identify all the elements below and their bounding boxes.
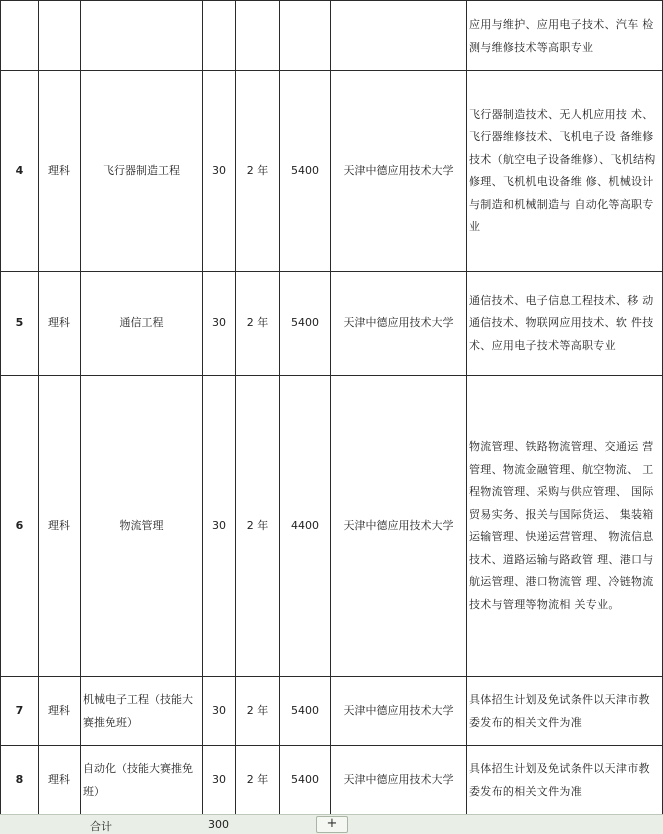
cell-no[interactable]: 8 <box>1 746 39 815</box>
cell-fee[interactable]: 5400 <box>280 746 331 815</box>
cell-years[interactable]: 2 年 <box>236 272 280 376</box>
table-row <box>1 272 663 376</box>
cell-major[interactable] <box>81 677 203 746</box>
cell-detail[interactable] <box>467 272 663 376</box>
cell-plan[interactable]: 30 <box>203 71 236 272</box>
cell-fee[interactable]: 4400 <box>280 376 331 677</box>
cell-major[interactable]: 飞行器制造工程 <box>81 71 203 272</box>
cell-fee[interactable] <box>280 1 331 71</box>
cell-fee[interactable]: 5400 <box>280 272 331 376</box>
cell-school[interactable]: 天津中德应用技术大学 <box>331 677 467 746</box>
cell-major[interactable] <box>81 746 203 815</box>
cell-school[interactable]: 天津中德应用技术大学 <box>331 272 467 376</box>
detail-text: 具体招生计划及免试条件以天津市教委发布的相关文件为准 <box>469 762 650 798</box>
cell-fee[interactable]: 5400 <box>280 71 331 272</box>
cell-school[interactable]: 天津中德应用技术大学 <box>331 746 467 815</box>
cell-years[interactable]: 2 年 <box>236 376 280 677</box>
cell-detail[interactable] <box>467 677 663 746</box>
add-sheet-button[interactable] <box>316 816 348 833</box>
cell-category[interactable] <box>39 1 81 71</box>
cell-plan[interactable]: 30 <box>203 376 236 677</box>
cell-no[interactable]: 4 <box>1 71 39 272</box>
detail-text: 应用与维护、应用电子技术、汽车 检测与维修技术等高职专业 <box>469 17 654 54</box>
cell-plan[interactable]: 30 <box>203 272 236 376</box>
cell-category[interactable]: 理科 <box>39 376 81 677</box>
cell-years[interactable]: 2 年 <box>236 746 280 815</box>
plus-icon: + <box>326 816 338 831</box>
cell-no[interactable] <box>1 1 39 71</box>
cell-category[interactable]: 理科 <box>39 71 81 272</box>
cell-category[interactable]: 理科 <box>39 272 81 376</box>
cell-school[interactable]: 天津中德应用技术大学 <box>331 376 467 677</box>
major-text: 自动化（技能大赛推免班） <box>83 762 193 798</box>
table-row <box>1 71 663 272</box>
table-row <box>1 677 663 746</box>
cell-detail[interactable] <box>467 71 663 272</box>
cell-years[interactable]: 2 年 <box>236 71 280 272</box>
cell-no[interactable]: 7 <box>1 677 39 746</box>
detail-text: 通信技术、电子信息工程技术、移 动通信技术、物联网应用技术、软 件技术、应用电子技术等高职专业 <box>469 293 654 352</box>
cell-category[interactable]: 理科 <box>39 677 81 746</box>
cell-major[interactable]: 物流管理 <box>81 376 203 677</box>
cell-category[interactable]: 理科 <box>39 746 81 815</box>
cell-school[interactable]: 天津中德应用技术大学 <box>331 71 467 272</box>
cell-major[interactable] <box>81 1 203 71</box>
total-value: 300 <box>208 818 229 831</box>
total-label: 合计 <box>90 820 112 833</box>
cell-major[interactable]: 通信工程 <box>81 272 203 376</box>
cell-no[interactable]: 6 <box>1 376 39 677</box>
major-text: 机械电子工程（技能大赛推免班） <box>83 693 193 729</box>
cell-detail[interactable] <box>467 746 663 815</box>
cell-years[interactable] <box>236 1 280 71</box>
cell-years[interactable]: 2 年 <box>236 677 280 746</box>
table-row <box>1 376 663 677</box>
detail-text: 飞行器制造技术、无人机应用技 术、飞行器维修技术、飞机电子设 备维修技术（航空电子设备维修）、飞机结构修理、飞机机电设备维 修、机械设计与制造和机械制造与 自动化等高职专业 <box>469 107 656 233</box>
cell-detail[interactable] <box>467 376 663 677</box>
cell-school[interactable] <box>331 1 467 71</box>
cell-plan[interactable] <box>203 1 236 71</box>
table-row <box>1 746 663 815</box>
cell-plan[interactable]: 30 <box>203 746 236 815</box>
cell-no[interactable]: 5 <box>1 272 39 376</box>
detail-text: 物流管理、铁路物流管理、交通运 营管理、物流金融管理、航空物流、 工程物流管理、采购与供应管理、 国际贸易实务、报关与国际货运、 集装箱运输管理、快递运营管理、 物流信息技术、道路运输与路政管 理、港口与航运管理、港口物流管 理、冷链物流技术与管理等物流相 关专业。 <box>469 440 654 611</box>
cell-detail[interactable] <box>467 1 663 71</box>
cell-plan[interactable]: 30 <box>203 677 236 746</box>
table-row <box>1 1 663 71</box>
sheet-footer-bar <box>0 814 663 834</box>
detail-text: 具体招生计划及免试条件以天津市教委发布的相关文件为准 <box>469 693 650 729</box>
cell-fee[interactable]: 5400 <box>280 677 331 746</box>
